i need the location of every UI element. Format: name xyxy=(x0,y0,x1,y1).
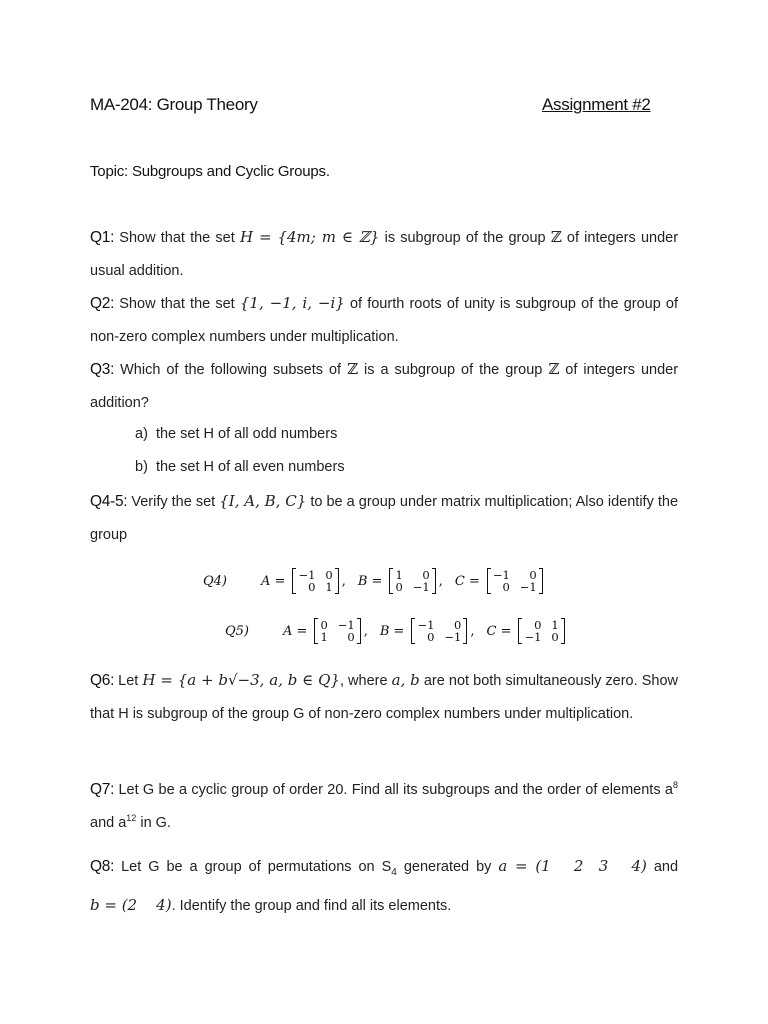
q2-text-a: Show that the set xyxy=(119,296,235,312)
matrix-c xyxy=(518,618,564,644)
list-item xyxy=(135,426,337,442)
right-bracket xyxy=(561,618,565,644)
matrix-name: B = xyxy=(379,623,405,639)
matrix-c xyxy=(487,568,543,594)
matrix-cells xyxy=(296,568,334,594)
question-4-5 xyxy=(90,485,678,552)
q8-text-d: . Identify the group and find all its elements. xyxy=(171,897,452,914)
matrix-cell: −1 xyxy=(412,580,430,594)
q6-text-b: , where xyxy=(339,673,388,689)
q1-text-c: of integers under usual addition. xyxy=(90,230,679,279)
matrix-cell: 0 xyxy=(502,580,510,594)
matrix-cell: −1 xyxy=(298,568,316,582)
assignment-number: Assignment #2 xyxy=(542,95,651,114)
q3-z2: ℤ xyxy=(548,360,560,378)
q3-text-a: Which of the following subsets of xyxy=(120,362,342,378)
question-label: Q7: xyxy=(90,781,115,798)
matrix-name: C = xyxy=(454,573,480,589)
question-label: Q2: xyxy=(90,295,115,312)
matrix-cell: −1 xyxy=(417,618,435,632)
list-item xyxy=(135,459,345,475)
matrix-cell: 0 xyxy=(325,568,333,582)
matrix-b xyxy=(411,618,467,644)
matrix-cell: 0 xyxy=(422,568,430,582)
q2-set: {1, −1, i, −i} xyxy=(239,294,345,312)
matrix-cell: −1 xyxy=(337,618,355,632)
matrix-cell: 0 xyxy=(551,630,559,644)
q1-text-a: Show that the set xyxy=(119,230,235,246)
question-1 xyxy=(90,221,678,288)
question-6 xyxy=(90,664,678,731)
right-bracket xyxy=(463,618,467,644)
matrix-cell: 1 xyxy=(395,568,403,582)
q8-b-permutation: b = (2 4) xyxy=(90,895,172,914)
right-bracket xyxy=(357,618,361,644)
q3-text-c: of integers under addition? xyxy=(90,362,679,411)
item-marker: b) xyxy=(135,459,148,475)
q4-label: Q4) xyxy=(203,573,228,589)
question-label: Q8: xyxy=(90,858,115,875)
q7-text-c: in G. xyxy=(140,815,171,831)
matrix-cell: 0 xyxy=(529,568,537,582)
question-8 xyxy=(90,850,678,923)
matrix-name: A = xyxy=(283,623,308,639)
q7-text-b: and a xyxy=(90,815,127,831)
matrix-cell: 1 xyxy=(325,580,333,594)
matrix-cell: −1 xyxy=(519,580,537,594)
matrix-cell: 0 xyxy=(395,580,403,594)
matrix-cells xyxy=(415,618,463,644)
matrix-b xyxy=(389,568,435,594)
q8-text-a: Let G be a group of permutations on S xyxy=(121,859,392,875)
matrix-cell: 1 xyxy=(320,630,328,644)
item-text: the set H of all even numbers xyxy=(155,459,345,475)
q7-text-a: Let G be a cyclic group of order 20. Find all its subgroups and the order of elements a xyxy=(118,782,673,798)
item-text: the set H of all odd numbers xyxy=(155,426,338,442)
q2-text-b: of fourth roots of unity is subgroup of the group of non-zero complex numbers under multiplication. xyxy=(90,296,679,345)
q6-text-c: are not both simultaneously zero. Show that H is subgroup of the group G of non-zero complex numbers under multiplication. xyxy=(90,673,678,722)
question-label: Q4-5: xyxy=(90,493,128,510)
question-3 xyxy=(90,353,678,420)
q45-text-a: Verify the set xyxy=(131,494,216,510)
q45-text-b: to be a group under matrix multiplication; Also identify the group xyxy=(90,494,679,543)
q1-text-b: is subgroup of the group xyxy=(384,230,546,246)
matrix-cell: 0 xyxy=(454,618,462,632)
right-bracket xyxy=(335,568,339,594)
matrix-cells xyxy=(491,568,539,594)
matrix-cell: 0 xyxy=(347,630,355,644)
question-label: Q1: xyxy=(90,229,115,246)
question-label: Q3: xyxy=(90,361,115,378)
question-7 xyxy=(90,773,678,840)
matrix-cell: 0 xyxy=(320,618,328,632)
q7-exponent-1: 8 xyxy=(672,780,678,790)
q6-vars: a, b xyxy=(391,671,420,689)
matrix-cells xyxy=(318,618,356,644)
matrix-cell: 0 xyxy=(308,580,316,594)
matrix-cell: 0 xyxy=(534,618,542,632)
matrix-cell: 0 xyxy=(427,630,435,644)
matrix-name: A = xyxy=(261,573,286,589)
right-bracket xyxy=(539,568,543,594)
matrix-cell: −1 xyxy=(444,630,462,644)
q5-matrices: Q5) A = 0 −1 1 0 , B = −1 0 0 −1 , C = 0 1 −1 0 xyxy=(225,618,568,644)
q5-label: Q5) xyxy=(225,623,250,639)
q4-matrices: Q4) A = −1 0 0 1 , B = 1 0 0 −1 , C = −1 0 0 −1 xyxy=(203,568,546,594)
matrix-cell: −1 xyxy=(492,568,510,582)
q8-subscript: 4 xyxy=(391,866,397,878)
q3-z1: ℤ xyxy=(347,360,359,378)
question-2 xyxy=(90,287,678,354)
matrix-cell: −1 xyxy=(524,630,542,644)
q6-set: H = {a + b√−3, a, b ∈ Q} xyxy=(142,671,340,689)
matrix-a xyxy=(314,618,360,644)
question-label: Q6: xyxy=(90,672,115,689)
q8-text-b: generated by xyxy=(403,859,492,875)
matrix-cell: 1 xyxy=(551,618,559,632)
q7-exponent-2: 12 xyxy=(126,813,137,823)
q45-set: {I, A, B, C} xyxy=(219,492,307,510)
item-marker: a) xyxy=(135,426,148,442)
q6-text-a: Let xyxy=(118,673,139,689)
matrix-name: C = xyxy=(486,623,512,639)
q1-set: H = {4m; m ∈ ℤ} xyxy=(239,228,380,246)
q8-a-permutation: a = (1 2 3 4) xyxy=(498,857,647,875)
q8-text-c: and xyxy=(653,859,679,875)
q1-group: ℤ xyxy=(550,228,562,246)
right-bracket xyxy=(432,568,436,594)
matrix-a xyxy=(292,568,338,594)
matrix-cells xyxy=(522,618,560,644)
q3-text-b: is a subgroup of the group xyxy=(364,362,543,378)
matrix-cells xyxy=(393,568,431,594)
matrix-name: B = xyxy=(357,573,383,589)
topic-heading: Topic: Subgroups and Cyclic Groups. xyxy=(90,163,330,180)
course-title: MA-204: Group Theory xyxy=(90,95,258,114)
